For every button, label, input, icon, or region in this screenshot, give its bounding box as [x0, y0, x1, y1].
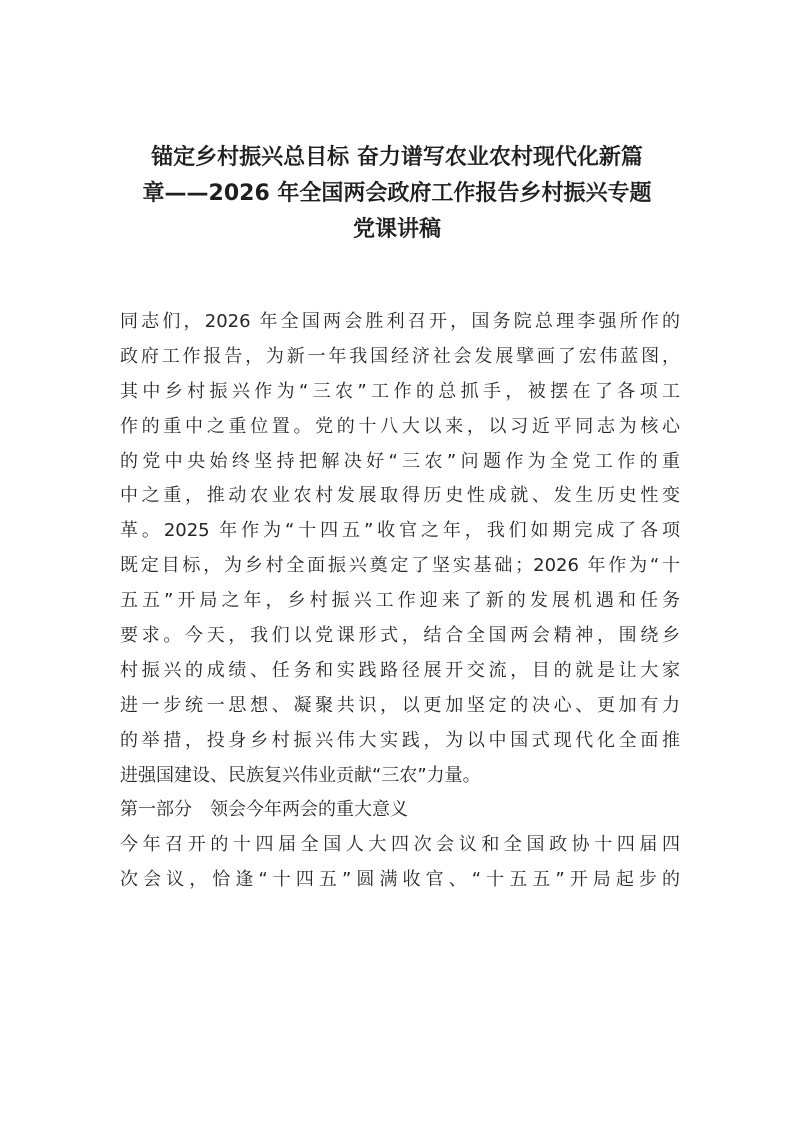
body-line: 进一步统一思想、凝聚共识，以更加坚定的决心、更加有力: [120, 694, 680, 716]
document-body: [120, 305, 680, 898]
body-line: 中之重，推动农业农村发展取得历史性成就、发生历史性变: [120, 485, 680, 507]
body-line: 进强国建设、民族复兴伟业贡献“三农”力量。: [120, 764, 481, 786]
body-line: 的党中央始终坚持把解决好“三农”问题作为全党工作的重: [120, 450, 680, 472]
section-heading: 第一部分 领会今年两会的重大意义: [120, 799, 408, 821]
body-line: 次会议，恰逢“十四五”圆满收官、“十五五”开局起步的: [120, 869, 680, 891]
body-line: 今年召开的十四届全国人大四次会议和全国政协十四届四: [120, 834, 680, 856]
document-title: [112, 140, 682, 248]
body-line: 同志们，2026 年全国两会胜利召开，国务院总理李强所作的: [120, 311, 680, 332]
body-line: 的举措，投身乡村振兴伟大实践，为以中国式现代化全面推: [120, 729, 680, 751]
body-line: 作的重中之重位置。党的十八大以来，以习近平同志为核心: [120, 415, 680, 437]
title-line: 章——2026 年全国两会政府工作报告乡村振兴专题: [142, 181, 652, 206]
body-line: 五五”开局之年，乡村振兴工作迎来了新的发展机遇和任务: [120, 590, 680, 612]
body-line: 村振兴的成绩、任务和实践路径展开交流，目的就是让大家: [120, 659, 680, 681]
body-line: 既定目标，为乡村全面振兴奠定了坚实基础；2026 年作为“十: [120, 555, 680, 577]
title-line: 党课讲稿: [352, 217, 441, 242]
body-line: 革。2025 年作为“十四五”收官之年，我们如期完成了各项: [120, 520, 680, 542]
body-line: 政府工作报告，为新一年我国经济社会发展擘画了宏伟蓝图，: [120, 345, 680, 367]
title-line: 锚定乡村振兴总目标 奋力谱写农业农村现代化新篇: [151, 145, 643, 170]
body-line: 其中乡村振兴作为“三农”工作的总抓手，被摆在了各项工: [120, 380, 680, 402]
body-line: 要求。今天，我们以党课形式，结合全国两会精神，围绕乡: [120, 625, 680, 647]
